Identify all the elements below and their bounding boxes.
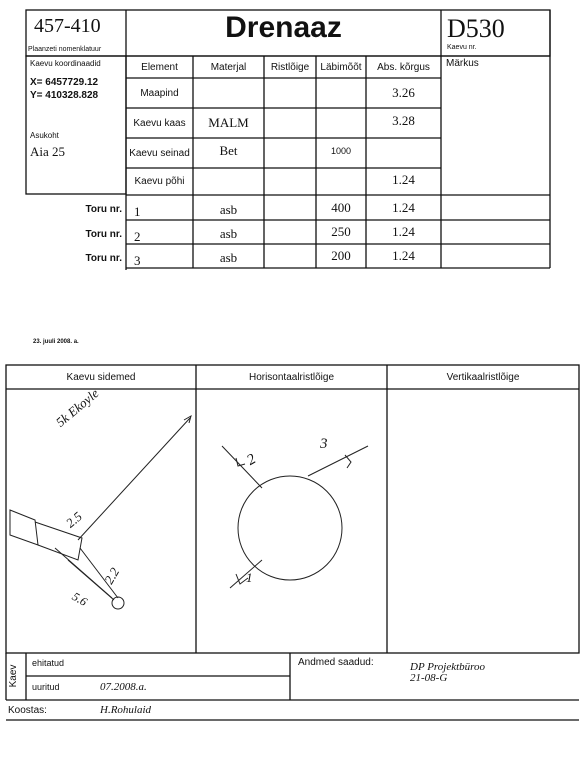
pipe-label: Toru nr.: [85, 253, 122, 264]
sketch-label: 5.6: [69, 589, 90, 609]
pipe-abs: 1.24: [392, 224, 415, 239]
col-abs-korgus: Abs. kõrgus: [377, 61, 430, 73]
pipe-labimoot: 200: [331, 248, 351, 263]
connections-sketch: [10, 416, 191, 609]
well-number: D530: [447, 14, 505, 43]
section-horisontaal: Horisontaalristlõige: [248, 371, 335, 383]
row-abs: 1.24: [392, 172, 415, 187]
footer-uuritud: uuritud: [32, 682, 60, 692]
footer-andmed-1: DP Projektbüroo: [410, 661, 486, 673]
col-markus: Märkus: [446, 58, 479, 69]
pipe-label: Toru nr.: [85, 229, 122, 240]
horizontal-section-sketch: [222, 446, 368, 588]
nomenclature-label: Plaanzeti nomenklatuur: [28, 46, 102, 53]
row-materjal: Bet: [219, 143, 238, 158]
col-element: Element: [141, 61, 178, 73]
address-label: Asukoht: [30, 131, 59, 140]
pipe-labimoot: 400: [331, 200, 351, 215]
well-number-label: Kaevu nr.: [447, 44, 477, 51]
date-stamp: 23. juuli 2008. a.: [33, 339, 79, 345]
address-value: Aia 25: [30, 144, 66, 159]
col-ristloige: Ristlõige: [270, 61, 310, 73]
sketch-label: 2: [244, 451, 259, 469]
pipe-nr: 3: [134, 253, 141, 268]
pipe-materjal: asb: [219, 226, 238, 241]
pipe-labimoot: 250: [331, 224, 351, 239]
row-element: Maapind: [140, 87, 179, 99]
sketch-label: 2.5: [62, 508, 85, 531]
pipe-materjal: asb: [219, 202, 238, 217]
sketch-note: 5k Ekoyle: [52, 385, 102, 430]
footer-ehitatud: ehitatud: [32, 658, 65, 668]
pipe-materjal: asb: [219, 250, 238, 265]
pipe-abs: 1.24: [392, 248, 415, 263]
section-vertikaal: Vertikaalristlõige: [446, 371, 520, 383]
footer-uuritud-date: 07.2008.a.: [100, 681, 147, 693]
col-labimoot: Läbimõõt: [320, 61, 362, 73]
row-labimoot: 1000: [330, 146, 352, 156]
nomenclature-value: 457-410: [34, 15, 101, 37]
sketch-label: 3: [320, 436, 328, 452]
footer-andmed-2: 21-08-G: [410, 672, 448, 684]
pipe-nr: 2: [134, 229, 141, 244]
coordinates-label: Kaevu koordinaadid: [30, 59, 101, 68]
footer-koostas-label: Koostas:: [8, 705, 47, 716]
coordinate-x: X= 6457729.12: [30, 77, 99, 88]
row-element: Kaevu kaas: [133, 117, 186, 129]
footer-andmed-label: Andmed saadud:: [298, 657, 374, 668]
pipe-abs: 1.24: [392, 200, 415, 215]
section-kaevu-sidemed: Kaevu sidemed: [66, 371, 136, 383]
pipe-nr: 1: [134, 204, 141, 219]
page-title: Drenaaz: [225, 11, 342, 44]
row-element: Kaevu seinad: [129, 147, 190, 159]
pipe-label: Toru nr.: [85, 204, 122, 215]
footer-koostas-name: H.Rohulaid: [100, 704, 152, 716]
col-materjal: Materjal: [210, 61, 247, 73]
sketch-label: 2.2: [101, 564, 123, 587]
coordinate-y: Y= 410328.828: [30, 90, 99, 101]
row-element: Kaevu põhi: [134, 176, 185, 187]
footer-kaev: Kaev: [8, 664, 19, 688]
row-abs: 3.26: [392, 85, 415, 100]
row-abs: 3.28: [392, 112, 415, 128]
sketch-label: 1: [246, 570, 253, 585]
row-materjal: MALM: [208, 115, 249, 130]
